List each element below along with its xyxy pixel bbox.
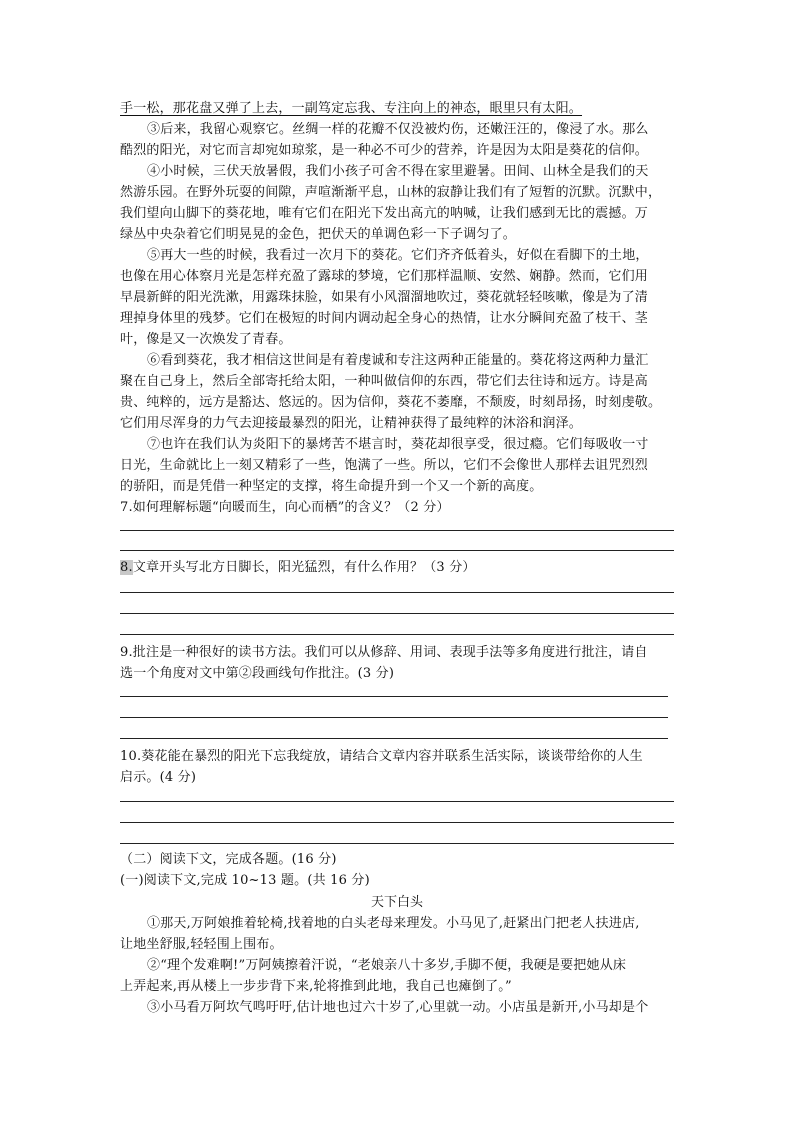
question-8-number: 8. bbox=[120, 560, 133, 575]
section-subheading: (一)阅读下文,完成 10~13 题。(共 16 分) bbox=[120, 873, 370, 888]
question-8 bbox=[120, 557, 680, 579]
story-paragraph-line: ②“理个发难啊!”万阿姨擦着汗说，“老娘亲八十多岁,手脚不便，我硬是要把她从床 bbox=[147, 958, 627, 973]
paragraph-4-line: 绿丛中央杂着它们明晃晃的金色，把伏天的单调色彩一下子调匀了。 bbox=[120, 227, 517, 242]
question-10-line: 10.葵花能在暴烈的阳光下忘我绽放，请结合文章内容并联系生活实际，谈谈带给你的人生 bbox=[120, 749, 643, 764]
story-title: 天下白头 bbox=[370, 895, 423, 910]
paragraph-3-line: 酷烈的阳光，对它而言却宛如琼浆，是一种必不可少的营养，许是因为太阳是葵花的信仰。 bbox=[120, 143, 649, 158]
paragraph-5-line: 早晨新鲜的阳光洗漱，用露珠抹脸，如果有小风溜溜地吹过，葵花就轻轻咳嗽，像是为了清 bbox=[120, 290, 649, 305]
paragraph-7-line: 日光，生命就比上一刻又精彩了一些，饱满了一些。所以，它们不会像世人那样去诅咒烈烈 bbox=[120, 458, 649, 473]
question-9-line: 选一个角度对文中第②段画线句作批注。(3 分) bbox=[120, 666, 395, 681]
answer-line[interactable] bbox=[120, 613, 674, 614]
paragraph-6-line: 它们用尽浑身的力气去迎接最暴烈的阳光，让精神获得了最纯粹的沐浴和润泽。 bbox=[120, 416, 583, 431]
paragraph-4-line: 然游乐园。在野外玩耍的间隙，声喧渐渐平息，山林的寂静让我们有了短暂的沉默。沉默中， bbox=[120, 185, 662, 200]
section-heading: （二）阅读下文，完成各题。(16 分) bbox=[120, 852, 337, 867]
underlined-sentence: 手一松，那花盘又弹了上去，一副笃定忘我、专注向上的神态，眼里只有太阳。 bbox=[120, 101, 583, 116]
paragraph-6-line: ⑥看到葵花，我才相信这世间是有着虔诚和专注这两种正能量的。葵花将这两种力量汇 bbox=[147, 353, 649, 368]
paragraph-6-line: 聚在自己身上，然后全部寄托给太阳，一种叫做信仰的东西，带它们去往诗和远方。诗是高 bbox=[120, 374, 649, 389]
question-9-line: 9.批注是一种很好的读书方法。我们可以从修辞、用词、表现手法等多角度进行批注，请自 bbox=[120, 645, 648, 660]
answer-line[interactable] bbox=[120, 634, 674, 635]
story-paragraph-line: 上弄起来,再从楼上一步步背下来,轮将推到此地，我自己也瘫倒了。” bbox=[120, 979, 512, 994]
answer-line[interactable] bbox=[120, 717, 668, 718]
paragraph-5-line: 理掉身体里的残梦。它们在极短的时间内调动起全身心的热情，让水分瞬间充盈了枝干、茎 bbox=[120, 311, 649, 326]
paragraph-4-line: ④小时候，三伏天放暑假，我们小孩子可舍不得在家里避暑。田间、山林全是我们的天 bbox=[147, 164, 649, 179]
answer-line[interactable] bbox=[120, 550, 674, 551]
question-7: 7.如何理解标题“向暖而生，向心而栖”的含义？（2 分） bbox=[120, 500, 450, 515]
answer-line[interactable] bbox=[120, 801, 674, 802]
story-paragraph-line: ①那天,万阿娘推着轮椅,找着地的白头老母来理发。小马见了,赶紧出门把老人扶进店, bbox=[147, 916, 640, 931]
paragraph-7-line: 的骄阳，而是凭借一种坚定的支撑，将生命提升到一个又一个新的高度。 bbox=[120, 479, 543, 494]
story-paragraph-line: ③小马看万阿坎气鸣吁吁,估计地也过六十岁了,心里就一动。小店虽是新开,小马却是个 bbox=[147, 1000, 649, 1015]
answer-line[interactable] bbox=[120, 822, 674, 823]
answer-line[interactable] bbox=[120, 530, 674, 531]
question-8-text: 文章开头写北方日脚长，阳光猛烈，有什么作用？（3 分） bbox=[132, 560, 476, 575]
paragraph-6-line: 贵、纯粹的，远方是豁达、悠远的。因为信仰，葵花不萎靡，不颓废，时刻昂扬，时刻虔敬。 bbox=[120, 395, 662, 410]
paragraph-5-line: 叶，像是又一次焕发了青春。 bbox=[120, 332, 292, 347]
question-10-line: 启示。(4 分) bbox=[120, 770, 197, 785]
story-paragraph-line: 让地坐舒服,轻轻围上围布。 bbox=[120, 937, 283, 952]
answer-line[interactable] bbox=[120, 738, 668, 739]
paragraph-5-line: ⑤再大一些的时候，我看过一次月下的葵花。它们齐齐低着头，好似在看脚下的土地， bbox=[147, 248, 649, 263]
paragraph-3-line: ③后来，我留心观察它。丝绸一样的花瓣不仅没被灼伤，还嫩汪汪的，像浸了水。那么 bbox=[147, 122, 649, 137]
paragraph-7-line: ⑦也许在我们认为炎阳下的暴烤苦不堪言时，葵花却很享受，很过瘾。它们每吸收一寸 bbox=[147, 437, 649, 452]
paragraph-4-line: 我们望向山脚下的葵花地，唯有它们在阳光下发出高亢的呐喊，让我们感到无比的震撼。万 bbox=[120, 206, 649, 221]
answer-line[interactable] bbox=[120, 843, 674, 844]
paragraph-5-line: 也像在用心体察月光是怎样充盈了露球的梦境，它们那样温顺、安然、娴静。然而，它们用 bbox=[120, 269, 649, 284]
answer-line[interactable] bbox=[120, 696, 668, 697]
answer-line[interactable] bbox=[120, 592, 674, 593]
